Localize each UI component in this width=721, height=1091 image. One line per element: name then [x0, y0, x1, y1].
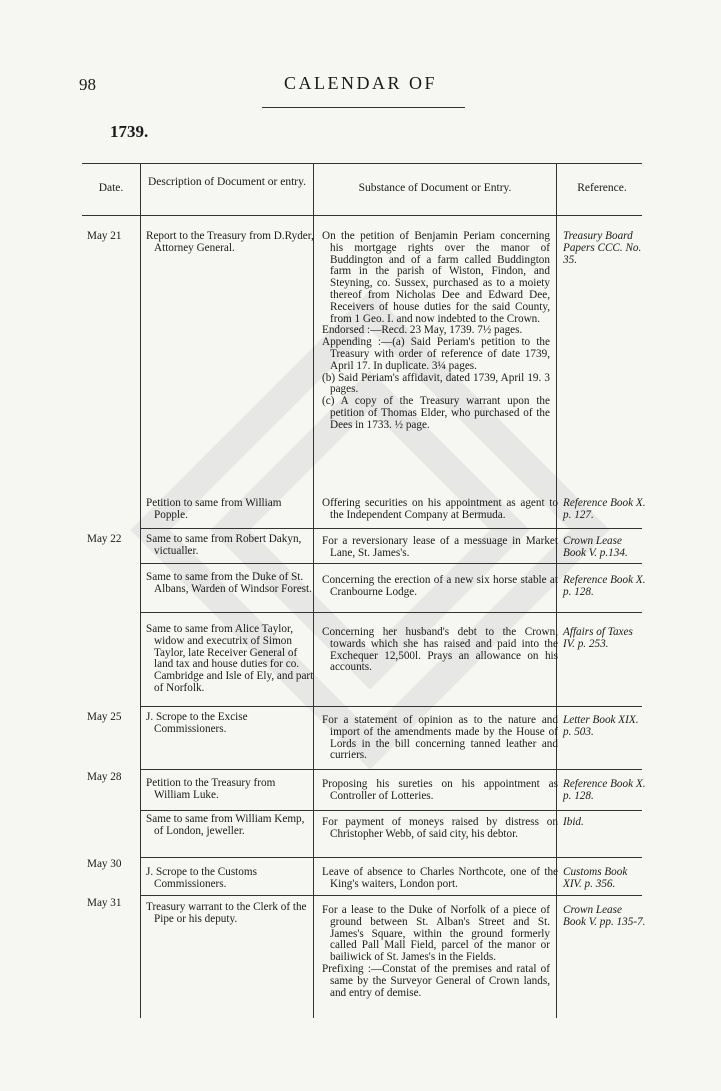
entry-reference: Crown Lease Book V. pp. 135-7.: [563, 904, 646, 928]
row-separator: [140, 769, 642, 770]
substance-endorsed: Endorsed :—Recd. 23 May, 1739. 7½ pages.: [322, 324, 523, 337]
row-separator: [140, 612, 642, 613]
entry-substance: [322, 905, 550, 999]
entry-date: May 30: [87, 858, 122, 870]
entry-description: Same to same from William Kemp, of London, jeweller.: [146, 813, 305, 837]
entry-reference: Reference Book X. p. 127.: [563, 497, 646, 521]
header-description: Description of Document or entry.: [148, 176, 306, 188]
entry-date: May 22: [87, 533, 122, 545]
page-number: 98: [79, 75, 96, 94]
entry-substance: [322, 231, 550, 432]
substance-prefixing: Prefixing :—Constat of the premises and ratal of same by the Surveyor General of Crown lands, and entry of demise.: [322, 962, 550, 999]
entry-description: J. Scrope to the Customs Commissioners.: [146, 866, 257, 890]
entry-reference: Treasury Board Papers CCC. No. 35.: [563, 230, 642, 266]
table-top-rule: [82, 163, 642, 164]
row-separator: [140, 895, 642, 896]
substance-paragraph: On the petition of Benjamin Periam concerning his mortgage rights over the manor of Buddington and of a farm called Buddington farm in the parish of Wiston, Findon, and Steyning, co. Sussex, purchased as to a moiety thereof from Nicholas Dee and Edward Dee, Receivers of house duties for the said County, from 1 Geo. I. and now indebted to the Crown.: [322, 230, 550, 325]
entry-reference: Ibid.: [563, 816, 584, 828]
substance-item-c: (c) A copy of the Treasury warrant upon the petition of Thomas Elder, who purchased of the Dees in 1733. ½ page.: [322, 395, 550, 431]
row-separator: [140, 706, 642, 707]
entry-substance: Offering securities on his appointment as agent to the Independent Company at Bermuda.: [322, 497, 558, 521]
year-heading: 1739.: [110, 122, 149, 141]
row-separator: [140, 563, 642, 564]
row-separator: [140, 528, 642, 529]
entry-reference: Reference Book X. p. 128.: [563, 574, 646, 598]
entry-date: May 25: [87, 711, 122, 723]
entry-description: J. Scrope to the Excise Commissioners.: [146, 711, 248, 735]
entry-substance: For a statement of opinion as to the nature and import of the amendments made by the House of Lords in the bill concerning tanned leather and curriers.: [322, 714, 558, 762]
substance-paragraph: For a lease to the Duke of Norfolk of a piece of ground between St. Alban's Street and St. James's Square, within the ground formerly called Pall Mall Field, parcel of the manor or bailiwick of St. James's in the Fields.: [322, 904, 550, 964]
entry-substance: Concerning the erection of a new six horse stable at Cranbourne Lodge.: [322, 574, 558, 598]
row-separator: [140, 810, 642, 811]
entry-substance: Leave of absence to Charles Northcote, one of the King's waiters, London port.: [322, 866, 558, 890]
entry-description: Treasury warrant to the Clerk of the Pipe or his deputy.: [146, 901, 307, 925]
title-rule: [262, 107, 465, 108]
entry-description: Report to the Treasury from D.Ryder, Attorney General.: [146, 230, 314, 254]
entry-date: May 31: [87, 897, 122, 909]
entry-date: May 28: [87, 771, 122, 783]
entry-date: May 21: [87, 230, 122, 242]
column-rule-1: [140, 163, 141, 1018]
entry-reference: Reference Book X. p. 128.: [563, 778, 646, 802]
entry-reference: Affairs of Taxes IV. p. 253.: [563, 626, 633, 650]
substance-appending: Appending :—(a) Said Periam's petition to the Treasury with order of reference of date 1739, April 17. In duplicate. 3¼ pages.: [322, 336, 550, 372]
entry-reference: Letter Book XIX. p. 503.: [563, 714, 639, 738]
table-header-rule: [82, 215, 642, 216]
header-date: Date.: [98, 182, 124, 194]
header-substance: Substance of Document or Entry.: [358, 182, 512, 194]
running-head: CALENDAR OF: [283, 73, 437, 93]
entry-substance: For a reversionary lease of a messuage in Market Lane, St. James's.: [322, 535, 558, 559]
entry-description: Same to same from Alice Taylor, widow and executrix of Simon Taylor, late Receiver General of land tax and house duties for co. Cambridge and Isle of Ely, and part of Norfolk.: [146, 623, 314, 694]
entry-substance: Concerning her husband's debt to the Crown, towards which she has raised and paid into the Exchequer 12,500l. Prays an allowance on his accounts.: [322, 626, 558, 674]
entry-reference: Crown Lease Book V. p.134.: [563, 535, 628, 559]
entry-description: Petition to the Treasury from William Luke.: [146, 777, 276, 801]
entry-description: Same to same from the Duke of St. Albans, Warden of Windsor Forest.: [146, 571, 312, 595]
row-separator: [140, 857, 642, 858]
entry-reference: Customs Book XIV. p. 356.: [563, 866, 628, 890]
substance-item-b: (b) Said Periam's affidavit, dated 1739, April 19. 3 pages.: [322, 371, 550, 396]
entry-substance: Proposing his sureties on his appointment as Controller of Lotteries.: [322, 778, 558, 802]
entry-description: Petition to same from William Popple.: [146, 497, 282, 521]
header-reference: Reference.: [577, 182, 627, 194]
entry-substance: For payment of moneys raised by distress on Christopher Webb, of said city, his debtor.: [322, 816, 558, 840]
entry-description: Same to same from Robert Dakyn, victualler.: [146, 533, 302, 557]
